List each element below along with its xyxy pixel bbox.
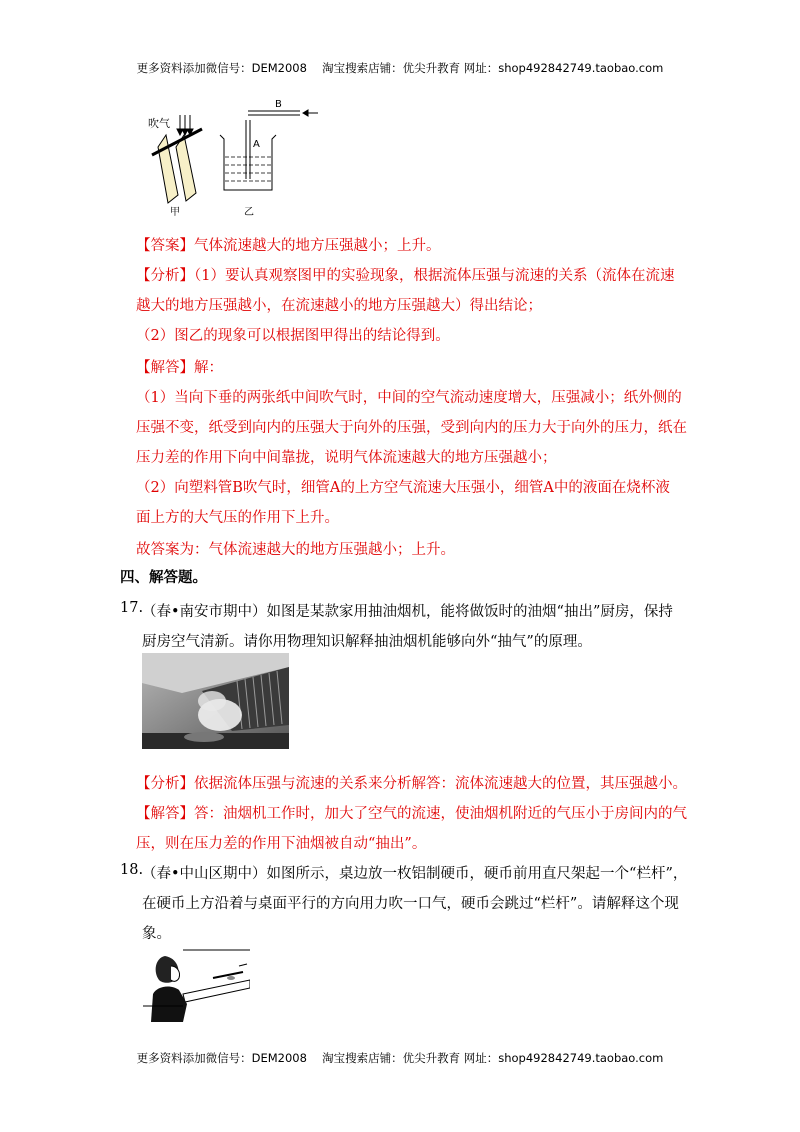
- label-blow: 吹气: [148, 117, 170, 130]
- q16-solution-1: （1）当向下垂的两张纸中间吹气时，中间的空气流动速度增大，压强减小；纸外侧的: [136, 390, 682, 406]
- figure-coin-blow: [143, 944, 250, 1022]
- q16-solution-3: 压力差的作用下向中间靠拢，说明气体流速越大的地方压强越小；: [136, 450, 557, 466]
- q16-solution-5: 面上方的大气压的作用下上升。: [136, 510, 339, 526]
- blow-arrows: [177, 115, 193, 135]
- section-title: 四、解答题。: [120, 569, 207, 586]
- q16-analysis-1: 【分析】（1）要认真观察图甲的实验现象，根据流体压强与流速的关系（流体在流速: [136, 268, 675, 284]
- tube-b: [248, 111, 300, 115]
- label-yi: 乙: [244, 207, 254, 218]
- q16-solution-2: 压强不变，纸受到向内的压强大于向外的压强，受到向内的压力大于向外的压力，纸在: [136, 420, 687, 436]
- q18-text-2: 在硬币上方沿着与桌面平行的方向用力吹一口气，硬币会跳过“栏杆”。请解释这个现: [142, 896, 679, 912]
- label-jia: 甲: [170, 207, 180, 218]
- blow-arrow-b: [303, 110, 318, 116]
- q16-answer: 【答案】气体流速越大的地方压强越小；上升。: [136, 238, 441, 254]
- q17-solution-2: 压，则在压力差的作用下油烟被自动“抽出”。: [136, 836, 427, 852]
- q18-number: 18.: [120, 862, 144, 878]
- q16-final-answer: 故答案为：气体流速越大的地方压强越小；上升。: [136, 542, 455, 558]
- q17-text-1: （春•南安市期中）如图是某款家用抽油烟机，能将做饭时的油烟“抽出”厨房，保持: [142, 604, 673, 620]
- beaker: [220, 135, 276, 190]
- page-footer: 更多资料添加微信号：DEM2008 淘宝搜索店铺：优尖升教育 网址：shop492842749.taobao.com: [136, 1051, 664, 1065]
- q17-solution-1: 【解答】答：油烟机工作时，加大了空气的流速，使油烟机附近的气压小于房间内的气: [136, 806, 687, 822]
- paper-strip-right: [176, 135, 196, 201]
- q18-text-3: 象。: [142, 926, 171, 942]
- label-b: B: [275, 99, 282, 110]
- q17-number: 17.: [120, 600, 144, 616]
- q18-text-1: （春•中山区期中）如图所示，桌边放一枚铝制硬币，硬币前用直尺架起一个“栏杆”，: [142, 866, 688, 882]
- q16-analysis-2: 越大的地方压强越小，在流速越小的地方压强越大）得出结论；: [136, 298, 542, 314]
- page-header: 更多资料添加微信号：DEM2008 淘宝搜索店铺：优尖升教育 网址：shop492842749.taobao.com: [136, 61, 664, 75]
- figure-paper-and-beaker: [140, 95, 340, 220]
- label-a: A: [253, 139, 260, 150]
- q17-text-2: 厨房空气清新。请你用物理知识解释抽油烟机能够向外“抽气”的原理。: [142, 634, 592, 650]
- q16-solution-4: （2）向塑料管B吹气时，细管A的上方空气流速大压强小，细管A中的液面在烧杯液: [136, 480, 670, 496]
- q17-analysis: 【分析】依据流体压强与流速的关系来分析解答：流体流速越大的位置，其压强越小。: [136, 776, 687, 792]
- tube-a: [246, 120, 250, 179]
- liquid: [225, 157, 271, 181]
- q16-analysis-3: （2）图乙的现象可以根据图甲得出的结论得到。: [136, 328, 450, 344]
- figure-range-hood: [142, 653, 289, 749]
- q16-solution-head: 【解答】解：: [136, 360, 223, 376]
